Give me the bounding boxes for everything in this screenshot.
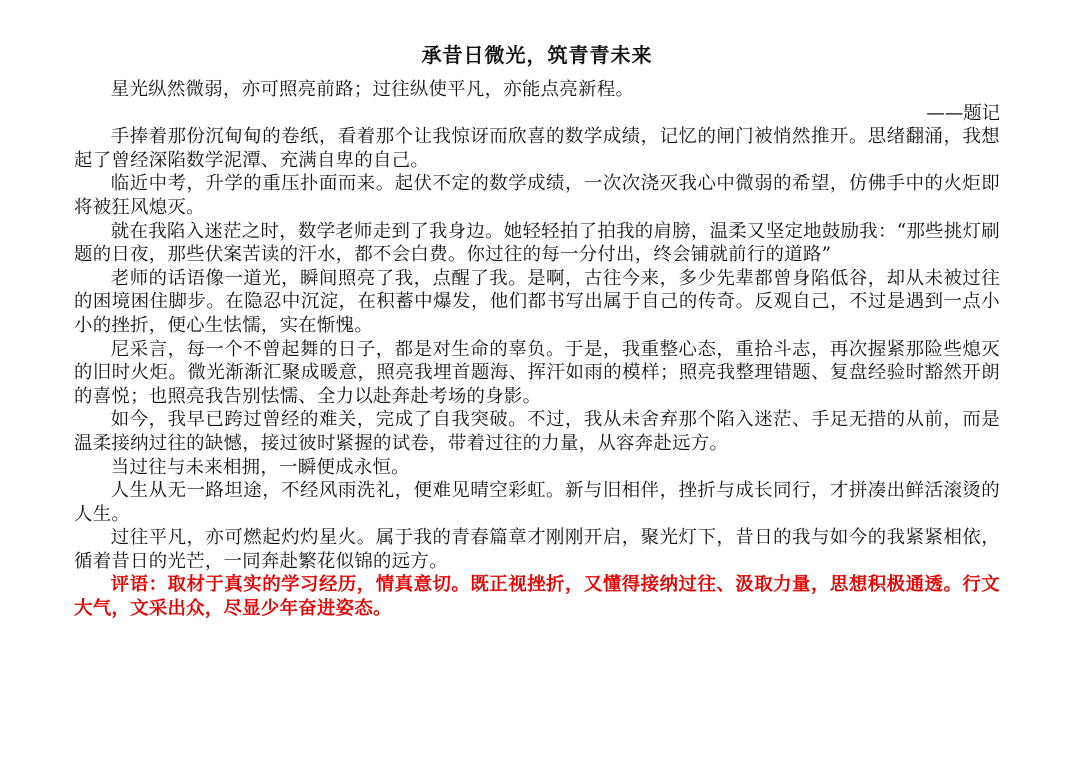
paragraph-9: 过往平凡，亦可燃起灼灼星火。属于我的青春篇章才刚刚开启，聚光灯下，昔日的我与如今的我紧紧相依，循着昔日的光芒，一同奔赴繁花似锦的远方。	[74, 527, 1000, 572]
paragraph-7: 当过往与未来相拥，一瞬便成永恒。	[110, 456, 410, 478]
paragraph-8: 人生从无一路坦途，不经风雨洗礼，便难见晴空彩虹。新与旧相伴，挫折与成长同行，才拼凑出鲜活滚烫的人生。	[74, 480, 1000, 525]
paragraph-6: 如今，我早已跨过曾经的难关，完成了自我突破。不过，我从未舍弃那个陷入迷茫、手足无措的从前，而是温柔接纳过往的缺憾，接过彼时紧握的试卷，带着过往的力量，从容奔赴远方。	[74, 409, 1000, 454]
essay-page	[74, 40, 1000, 621]
paragraph-2: 临近中考，升学的重压扑面而来。起伏不定的数学成绩，一次次浇灭我心中微弱的希望，仿佛手中的火炬即将被狂风熄灭。	[74, 173, 1000, 218]
epigraph-signature: ——题记	[926, 102, 1000, 124]
paragraph-5: 尼采言，每一个不曾起舞的日子，都是对生命的辜负。于是，我重整心态，重拾斗志，再次握紧那险些熄灭的旧时火炬。微光渐渐汇聚成暖意，照亮我埋首题海、挥汗如雨的模样；照亮我整理错题、复盘经验时豁然开朗的喜悦；也照亮我告别怯懦、全力以赴奔赴考场的身影。	[74, 338, 1000, 407]
essay-title: 承昔日微光，筑青青未来	[421, 43, 653, 67]
paragraph-3: 就在我陷入迷茫之时，数学老师走到了我身边。她轻轻拍了拍我的肩膀，温柔又坚定地鼓励我：“那些挑灯刷题的日夜，那些伏案苦读的汗水，都不会白费。你过往的每一分付出，终会铺就前行的道路”	[74, 220, 1000, 266]
paragraph-1: 手捧着那份沉甸甸的卷纸，看着那个让我惊讶而欣喜的数学成绩，记忆的闸门被悄然推开。思绪翻涌，我想起了曾经深陷数学泥潭、充满自卑的自己。	[74, 126, 1000, 171]
teacher-comment: 评语：取材于真实的学习经历，情真意切。既正视挫折，又懂得接纳过往、汲取力量，思想积极通透。行文大气，文采出众，尽显少年奋进姿态。	[74, 574, 1000, 620]
epigraph: 星光纵然微弱，亦可照亮前路；过往纵使平凡，亦能点亮新程。	[110, 79, 635, 100]
paragraph-4: 老师的话语像一道光，瞬间照亮了我，点醒了我。是啊，古往今来，多少先辈都曾身陷低谷，却从未被过往的困境困住脚步。在隐忍中沉淀，在积蓄中爆发，他们都书写出属于自己的传奇。反观自己，不过是遇到一点小小的挫折，便心生怯懦，实在惭愧。	[74, 267, 1000, 336]
